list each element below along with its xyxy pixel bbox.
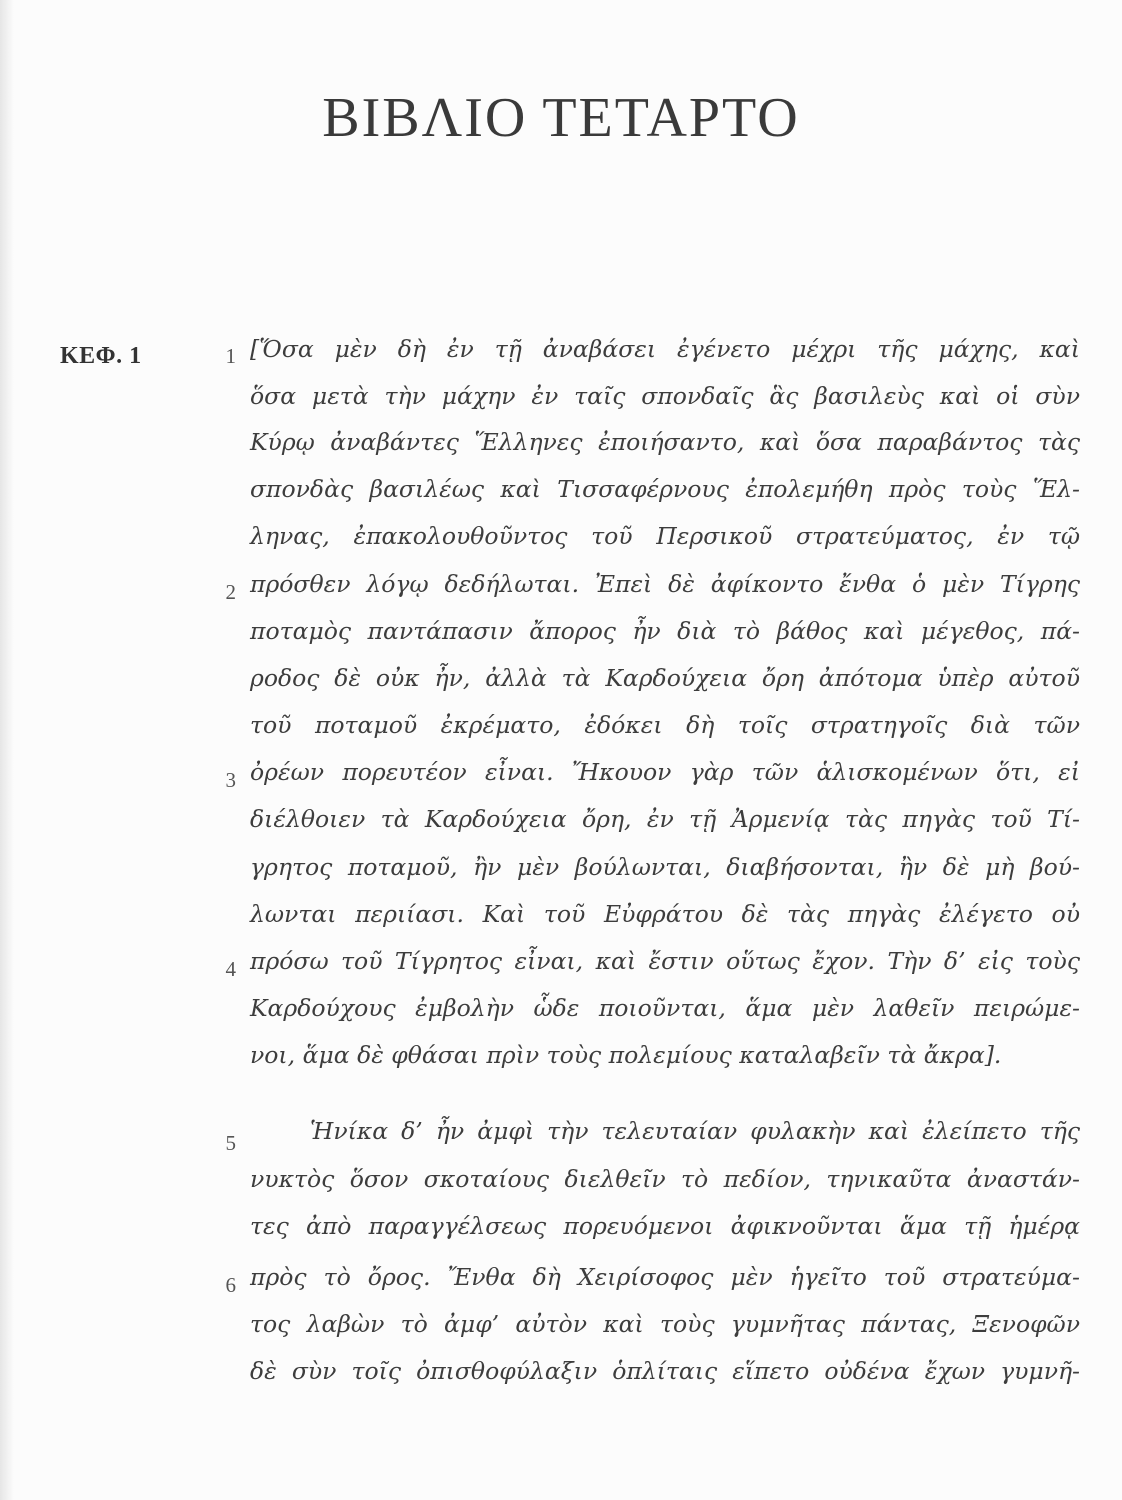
text-line: λωνται περιίασι. Καὶ τοῦ Εὐφράτου δὲ τὰς πηγὰς ἐλέγετο οὐ [250,900,1080,928]
text-line: διέλθοιεν τὰ Καρδούχεια ὄρη, ἐν τῇ Ἀρμενίᾳ τὰς πηγὰς τοῦ Τί- [250,805,1080,833]
text-line: σπονδὰς βασιλέως καὶ Τισσαφέρνους ἐπολεμήθη πρὸς τοὺς Ἕλ- [250,475,1080,503]
text-line: Καρδούχους ἐμβολὴν ὧδε ποιοῦνται, ἅμα μὲν λαθεῖν πειρώμε- [250,994,1080,1022]
text-line: νοι, ἅμα δὲ φθάσαι πρὶν τοὺς πολεμίους καταλαβεῖν τὰ ἄκρα]. [250,1041,1002,1069]
page-gutter-shadow [0,0,14,1500]
text-line: Κύρῳ ἀναβάντες Ἕλληνες ἐποιήσαντο, καὶ ὅσα παραβάντος τὰς [250,428,1080,456]
text-line: Ἡνίκα δ’ ἦν ἀμφὶ τὴν τελευταίαν φυλακὴν καὶ ἐλείπετο τῆς [310,1117,1080,1145]
section-number: 4 [225,957,236,981]
section-number: 6 [225,1273,236,1297]
text-line: πρόσω τοῦ Τίγρητος εἶναι, καὶ ἔστιν οὕτως ἔχον. Τὴν δ’ εἰς τοὺς [250,947,1080,975]
text-line: τοῦ ποταμοῦ ἐκρέματο, ἐδόκει δὴ τοῖς στρατηγοῖς διὰ τῶν [250,711,1080,739]
section-number: 1 [225,344,236,368]
text-line: ληνας, ἐπακολουθοῦντος τοῦ Περσικοῦ στρατεύματος, ἐν τῷ [250,522,1080,550]
text-line: γρητος ποταμοῦ, ἢν μὲν βούλωνται, διαβήσονται, ἢν δὲ μὴ βού- [250,853,1080,881]
text-line: πρὸς τὸ ὄρος. Ἔνθα δὴ Χειρίσοφος μὲν ἡγεῖτο τοῦ στρατεύμα- [250,1263,1080,1291]
text-line: ὅσα μετὰ τὴν μάχην ἐν ταῖς σπονδαῖς ἃς βασιλεὺς καὶ οἱ σὺν [250,382,1080,410]
section-number: 2 [225,580,236,604]
text-line: ροδος δὲ οὐκ ἦν, ἀλλὰ τὰ Καρδούχεια ὄρη ἀπότομα ὑπὲρ αὐτοῦ [250,664,1080,692]
text-line: ποταμὸς παντάπασιν ἄπορος ἦν διὰ τὸ βάθος καὶ μέγεθος, πά- [250,617,1080,645]
section-number: 5 [225,1131,236,1155]
text-line: νυκτὸς ὅσον σκοταίους διελθεῖν τὸ πεδίον, τηνικαῦτα ἀναστάν- [250,1165,1080,1193]
chapter-label: ΚΕΦ. 1 [60,343,142,369]
text-line: πρόσθεν λόγῳ δεδήλωται. Ἐπεὶ δὲ ἀφίκοντο ἔνθα ὁ μὲν Τίγρης [250,570,1080,598]
text-line: ὀρέων πορευτέον εἶναι. Ἤκουον γὰρ τῶν ἁλισκομένων ὅτι, εἰ [250,758,1080,786]
section-number: 3 [225,768,236,792]
text-line: δὲ σὺν τοῖς ὀπισθοφύλαξιν ὁπλίταις εἵπετο οὐδένα ἔχων γυμνῆ- [250,1357,1080,1385]
text-line: τες ἀπὸ παραγγέλσεως πορευόμενοι ἀφικνοῦνται ἅμα τῇ ἡμέρᾳ [250,1212,1080,1240]
text-line: [Ὅσα μὲν δὴ ἐν τῇ ἀναβάσει ἐγένετο μέχρι τῆς μάχης, καὶ [250,335,1080,363]
text-line: τος λαβὼν τὸ ἀμφ’ αὐτὸν καὶ τοὺς γυμνῆτας πάντας, Ξενοφῶν [250,1310,1080,1338]
book-title: ΒΙΒΛΙΟ ΤΕΤΑΡΤΟ [322,87,800,149]
